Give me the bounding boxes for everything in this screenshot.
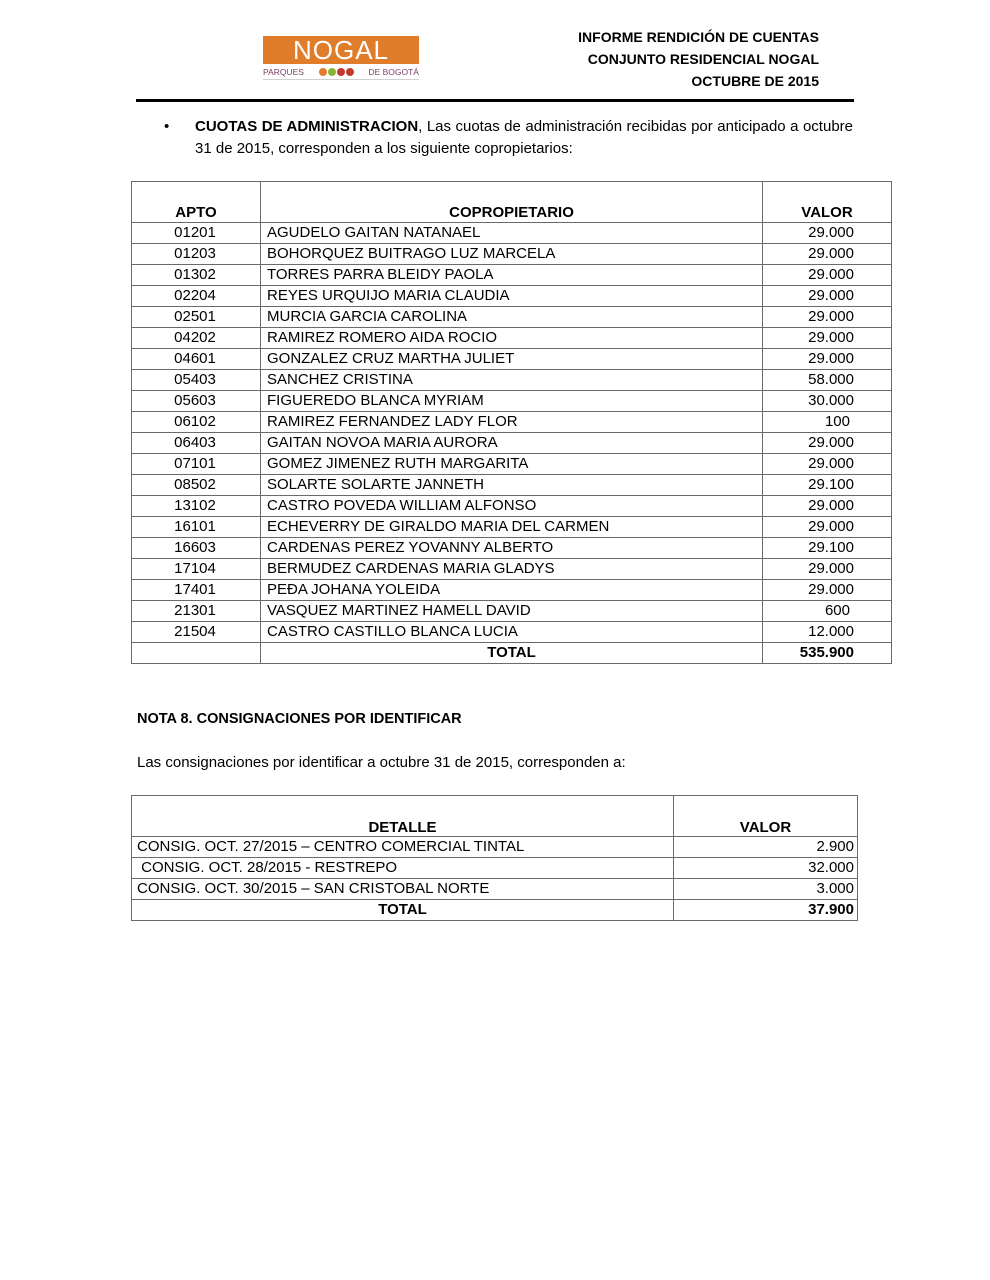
- table-total-row: [132, 643, 892, 664]
- apto-cell: 07101: [132, 454, 261, 475]
- total-label: TOTAL: [261, 643, 763, 664]
- name-cell: AGUDELO GAITAN NATANAEL: [261, 223, 763, 244]
- table-row: [132, 391, 892, 412]
- apto-cell: 02501: [132, 307, 261, 328]
- name-cell: CASTRO POVEDA WILLIAM ALFONSO: [261, 496, 763, 517]
- valor-cell: 32.000: [674, 858, 858, 879]
- apto-cell: 05603: [132, 391, 261, 412]
- apto-cell: 13102: [132, 496, 261, 517]
- cuotas-lead: CUOTAS DE ADMINISTRACION: [195, 118, 419, 135]
- col-copropietario-header: COPROPIETARIO: [261, 182, 763, 223]
- logo-sub-right: DE BOGOTÁ: [368, 67, 419, 77]
- name-cell: GONZALEZ CRUZ MARTHA JULIET: [261, 349, 763, 370]
- valor-cell: 29.000: [763, 223, 892, 244]
- name-cell: SANCHEZ CRISTINA: [261, 370, 763, 391]
- document-title: [578, 26, 819, 92]
- cuotas-table: [131, 181, 892, 664]
- valor-cell: 29.000: [763, 265, 892, 286]
- nota8-heading: NOTA 8. CONSIGNACIONES POR IDENTIFICAR: [137, 711, 462, 727]
- title-line-2: CONJUNTO RESIDENCIAL NOGAL: [587, 51, 819, 67]
- table-row: [132, 601, 892, 622]
- name-cell: GAITAN NOVOA MARIA AURORA: [261, 433, 763, 454]
- logo-subtitle: [263, 65, 419, 79]
- title-line-1: INFORME RENDICIÓN DE CUENTAS: [578, 29, 819, 45]
- valor-cell: 29.000: [763, 349, 892, 370]
- name-cell: CARDENAS PEREZ YOVANNY ALBERTO: [261, 538, 763, 559]
- table-row: [132, 858, 858, 879]
- table-row: [132, 370, 892, 391]
- col-apto-header: APTO: [132, 182, 261, 223]
- table-row: [132, 559, 892, 580]
- tree-icon: [337, 68, 345, 76]
- title-line-3: OCTUBRE DE 2015: [691, 73, 819, 89]
- table-row: [132, 879, 858, 900]
- valor-cell: 29.000: [763, 454, 892, 475]
- valor-cell: 12.000: [763, 622, 892, 643]
- apto-cell: 02204: [132, 286, 261, 307]
- apto-cell: 17104: [132, 559, 261, 580]
- apto-cell: 01201: [132, 223, 261, 244]
- name-cell: FIGUEREDO BLANCA MYRIAM: [261, 391, 763, 412]
- valor-cell: 29.000: [763, 328, 892, 349]
- name-cell: GOMEZ JIMENEZ RUTH MARGARITA: [261, 454, 763, 475]
- name-cell: BERMUDEZ CARDENAS MARIA GLADYS: [261, 559, 763, 580]
- col-valor-header: VALOR: [763, 182, 892, 223]
- consignaciones-table: [131, 795, 858, 921]
- table-row: [132, 286, 892, 307]
- valor-cell: 29.000: [763, 286, 892, 307]
- valor-cell: 58.000: [763, 370, 892, 391]
- table-row: [132, 328, 892, 349]
- total-valor: 535.900: [763, 643, 892, 664]
- detalle-cell: CONSIG. OCT. 28/2015 - RESTREPO: [132, 858, 674, 879]
- name-cell: RAMIREZ ROMERO AIDA ROCIO: [261, 328, 763, 349]
- name-cell: REYES URQUIJO MARIA CLAUDIA: [261, 286, 763, 307]
- table-row: [132, 433, 892, 454]
- detalle-cell: CONSIG. OCT. 30/2015 – SAN CRISTOBAL NORTE: [132, 879, 674, 900]
- table-row: [132, 265, 892, 286]
- apto-cell: 17401: [132, 580, 261, 601]
- cuotas-text: [195, 116, 853, 160]
- table-row: [132, 496, 892, 517]
- valor-cell: 3.000: [674, 879, 858, 900]
- bullet-icon: •: [164, 118, 170, 135]
- table-row: [132, 580, 892, 601]
- apto-cell: 06102: [132, 412, 261, 433]
- apto-cell: 01302: [132, 265, 261, 286]
- nota8-intro: Las consignaciones por identificar a octubre 31 de 2015, corresponden a:: [137, 754, 626, 771]
- valor-cell: 30.000: [763, 391, 892, 412]
- table-row: [132, 454, 892, 475]
- apto-cell: 04202: [132, 328, 261, 349]
- valor-cell: 29.000: [763, 433, 892, 454]
- valor-cell: 29.000: [763, 307, 892, 328]
- table-total-row: [132, 900, 858, 921]
- apto-cell: 08502: [132, 475, 261, 496]
- valor-cell: 29.100: [763, 538, 892, 559]
- table-row: [132, 244, 892, 265]
- apto-cell: 16101: [132, 517, 261, 538]
- table-row: [132, 223, 892, 244]
- col-detalle-header: DETALLE: [132, 796, 674, 837]
- table-row: [132, 837, 858, 858]
- name-cell: PEĐA JOHANA YOLEIDA: [261, 580, 763, 601]
- table-row: [132, 622, 892, 643]
- valor-cell: 29.000: [763, 580, 892, 601]
- logo-banner: [263, 36, 419, 64]
- detalle-cell: CONSIG. OCT. 27/2015 – CENTRO COMERCIAL TINTAL: [132, 837, 674, 858]
- apto-cell: 04601: [132, 349, 261, 370]
- valor-cell: 29.000: [763, 559, 892, 580]
- name-cell: VASQUEZ MARTINEZ HAMELL DAVID: [261, 601, 763, 622]
- table-row: [132, 475, 892, 496]
- valor-cell: 29.000: [763, 517, 892, 538]
- tree-icon: [346, 68, 354, 76]
- nogal-logo: [263, 36, 419, 80]
- name-cell: RAMIREZ FERNANDEZ LADY FLOR: [261, 412, 763, 433]
- header-divider: [136, 99, 854, 102]
- tree-icons: [319, 68, 354, 76]
- empty-cell: [132, 643, 261, 664]
- apto-cell: 21504: [132, 622, 261, 643]
- apto-cell: 16603: [132, 538, 261, 559]
- table-header-row: [132, 182, 892, 223]
- valor-cell: 600: [763, 601, 892, 622]
- valor-cell: 29.000: [763, 244, 892, 265]
- table-row: [132, 349, 892, 370]
- logo-sub-left: PARQUES: [263, 67, 304, 77]
- tree-icon: [319, 68, 327, 76]
- valor-cell: 29.100: [763, 475, 892, 496]
- valor-cell: 2.900: [674, 837, 858, 858]
- apto-cell: 06403: [132, 433, 261, 454]
- apto-cell: 05403: [132, 370, 261, 391]
- col-valor-header: VALOR: [674, 796, 858, 837]
- table-row: [132, 538, 892, 559]
- cuotas-body: , Las cuotas de administración recibidas por anticipado a octubre 31 de 2015, corresponden a los siguiente copropietarios:: [195, 118, 854, 157]
- table-header-row: [132, 796, 858, 837]
- table-row: [132, 517, 892, 538]
- name-cell: CASTRO CASTILLO BLANCA LUCIA: [261, 622, 763, 643]
- tree-icon: [328, 68, 336, 76]
- name-cell: BOHORQUEZ BUITRAGO LUZ MARCELA: [261, 244, 763, 265]
- total-valor: 37.900: [674, 900, 858, 921]
- table-row: [132, 307, 892, 328]
- name-cell: ECHEVERRY DE GIRALDO MARIA DEL CARMEN: [261, 517, 763, 538]
- logo-word: NOGAL: [292, 35, 390, 65]
- valor-cell: 29.000: [763, 496, 892, 517]
- table-row: [132, 412, 892, 433]
- apto-cell: 01203: [132, 244, 261, 265]
- logo-underline: [263, 79, 419, 80]
- name-cell: TORRES PARRA BLEIDY PAOLA: [261, 265, 763, 286]
- total-label: TOTAL: [132, 900, 674, 921]
- valor-cell: 100: [763, 412, 892, 433]
- name-cell: SOLARTE SOLARTE JANNETH: [261, 475, 763, 496]
- apto-cell: 21301: [132, 601, 261, 622]
- name-cell: MURCIA GARCIA CAROLINA: [261, 307, 763, 328]
